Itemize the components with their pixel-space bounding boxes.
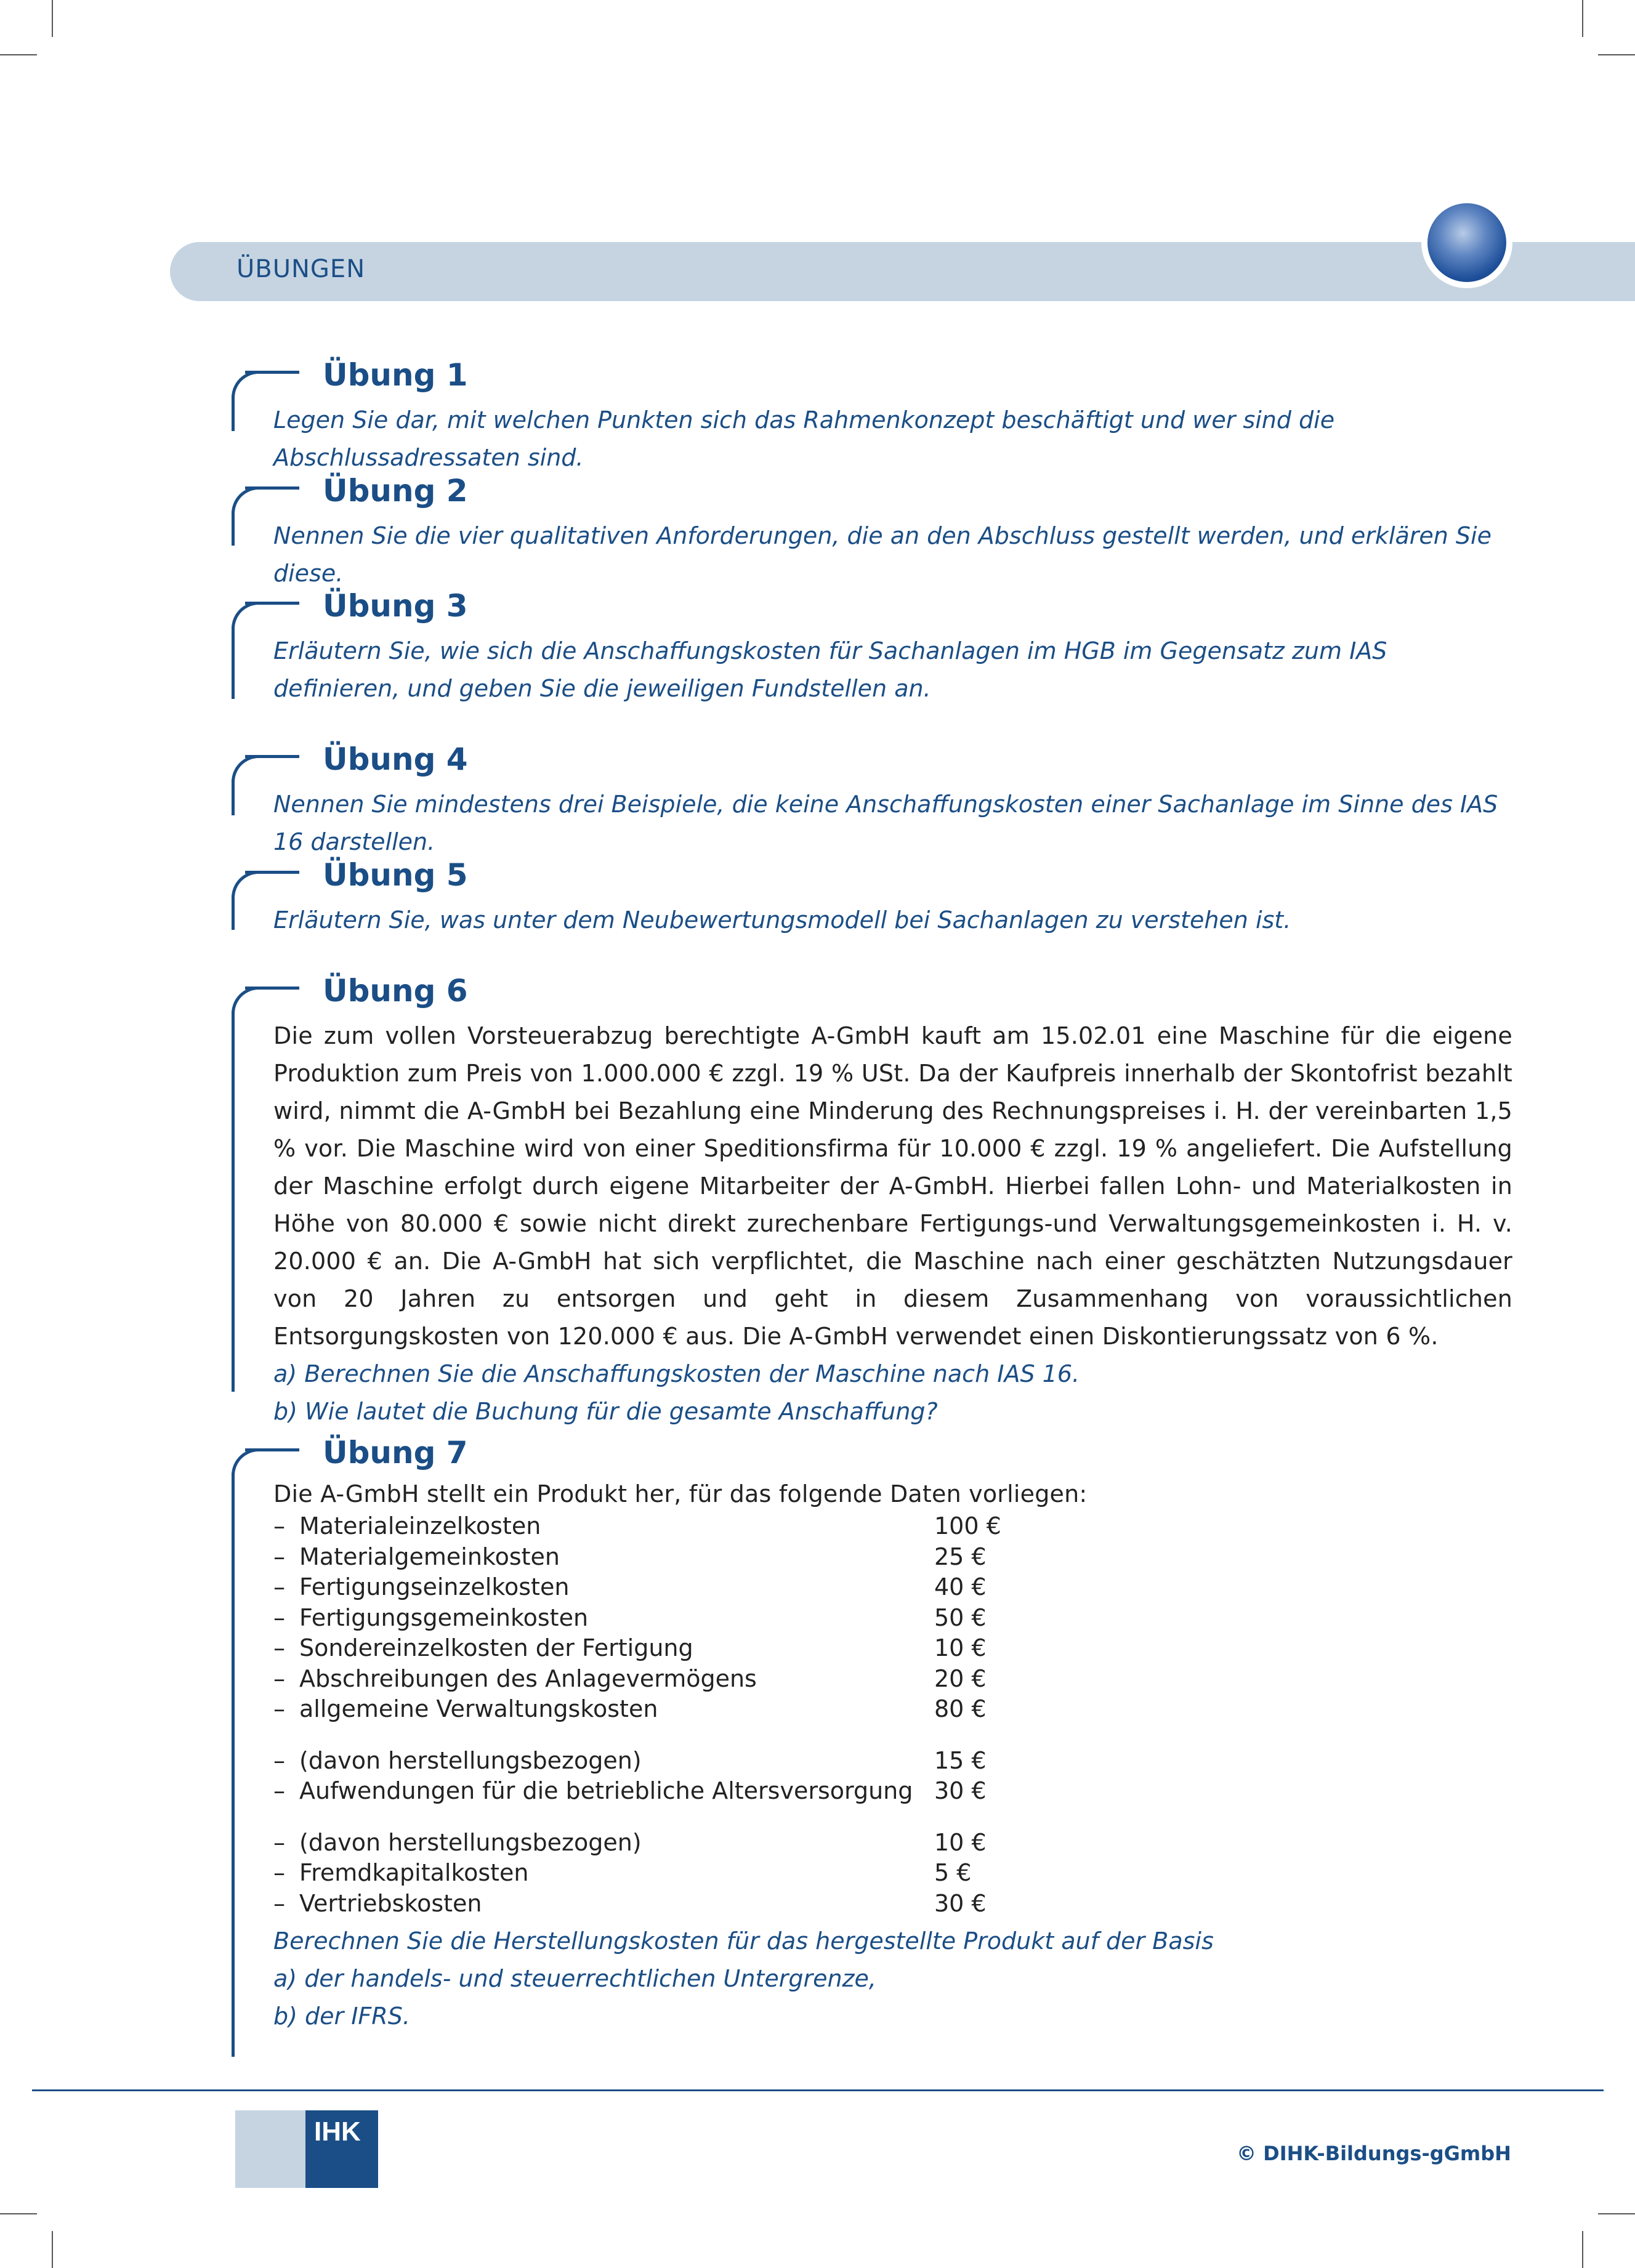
crop-mark — [52, 2231, 53, 2268]
crop-mark — [1598, 54, 1635, 55]
list-item: – Fremdkapitalkosten 5 € — [273, 1859, 972, 1886]
list-item: – Abschreibungen des Anlagevermögens 20 € — [273, 1665, 987, 1692]
exercise-title: Übung 1 — [323, 357, 468, 393]
sub-question-a: a) Berechnen Sie die Anschaffungskosten der Maschine nach IAS 16. — [273, 1360, 1080, 1387]
exercise-intro: Die A-GmbH stellt ein Produkt her, für das folgende Daten vorliegen: — [273, 1480, 1088, 1507]
exercise-title: Übung 3 — [323, 588, 468, 624]
list-item: – Fertigungsgemeinkosten 50 € — [273, 1604, 987, 1631]
list-item: – Aufwendungen für die betriebliche Altersversorgung 30 € — [273, 1777, 987, 1804]
exercise-title: Übung 5 — [323, 857, 468, 893]
exercise-2 — [232, 473, 1512, 587]
sub-question-b: b) der IFRS. — [273, 2003, 410, 2030]
sub-question-a: a) der handels- und steuerrechtlichen Untergrenze, — [273, 1965, 876, 1992]
exercise-body — [273, 1017, 1512, 1431]
decorative-ball-icon — [1421, 197, 1512, 288]
crop-mark — [1582, 0, 1583, 37]
exercise-title: Übung 2 — [323, 473, 468, 509]
list-item: – Sondereinzelkosten der Fertigung 10 € — [273, 1634, 987, 1661]
copyright-notice: © DIHK-Bildungs-gGmbH — [1237, 2142, 1511, 2165]
exercise-question: Nennen Sie mindestens drei Beispiele, die keine Anschaffungskosten einer Sachanlage im Sinne des IAS 16 darstellen. — [273, 791, 1498, 855]
exercise-7 — [232, 1435, 1512, 2057]
crop-mark — [0, 54, 37, 55]
list-item: – (davon herstellungsbezogen) 10 € — [273, 1828, 987, 1856]
list-item: – Materialeinzelkosten 100 € — [273, 1512, 1001, 1540]
list-item: – allgemeine Verwaltungskosten 80 € — [273, 1695, 987, 1722]
exercise-5 — [232, 857, 1512, 934]
exercise-question: Berechnen Sie die Herstellungskosten für das hergestellte Produkt auf der Basis — [273, 1927, 1214, 1955]
exercise-6 — [232, 973, 1512, 1425]
exercise-question: Nennen Sie die vier qualitativen Anforderungen, die an den Abschluss gestellt werden, und erklären Sie diese. — [273, 522, 1492, 587]
exercise-text: Die zum vollen Vorsteuerabzug berechtigte A-GmbH kauft am 15.02.01 eine Maschine für die eigene Produktion zum Preis von 1.000.000 € zzgl. 19 % USt. Da der Kaufpreis innerhalb der Skontofrist bezahlt wird, nimmt die A-GmbH bei Bezahlung eine Minderung des Rechnungspreises i. H. der vereinbarten 1,5 % vor. Die Maschine wird von einer Speditionsfirma für 10.000 € zzgl. 19 % angeliefert. Die Aufstellung der Maschine erfolgt durch eigene Mitarbeiter der A-GmbH. Hierbei fallen Lohn- und Materialkosten in Höhe von 80.000 € sowie nicht direkt zurechenbare Fertigungs-und Verwaltungsgemeinkosten i. H. v. 20.000 € an. Die A-GmbH hat sich verpflichtet, die Maschine nach einer geschätzten Nutzungsdauer von 20 Jahren zu entsorgen und geht in diesem Zusammenhang von voraussichtlichen Entsorgungskosten von 120.000 € aus. Die A-GmbH verwendet einen Diskontierungssatz von 6 %. — [273, 1022, 1512, 1350]
exercise-question: Legen Sie dar, mit welchen Punkten sich das Rahmenkonzept beschäftigt und wer sind die Abschlussadressaten sind. — [273, 406, 1335, 471]
exercise-title: Übung 4 — [323, 741, 468, 777]
crop-mark — [52, 0, 53, 37]
exercise-title: Übung 7 — [323, 1435, 468, 1471]
exercise-4 — [232, 741, 1512, 855]
exercise-question: Erläutern Sie, wie sich die Anschaffungskosten für Sachanlagen im HGB im Gegensatz zum IAS definieren, und geben Sie die jeweiligen Fundstellen an. — [273, 637, 1387, 702]
exercise-title: Übung 6 — [323, 973, 468, 1009]
exercise-1 — [232, 357, 1512, 471]
exercise-3 — [232, 588, 1512, 702]
list-item: – Vertriebskosten 30 € — [273, 1889, 987, 1917]
crop-mark — [1582, 2231, 1583, 2268]
crop-mark — [0, 2213, 37, 2214]
page-title: ÜBUNGEN — [236, 255, 366, 283]
footer-divider — [32, 2089, 1604, 2091]
list-item: – Materialgemeinkosten 25 € — [273, 1543, 987, 1570]
sub-question-b: b) Wie lautet die Buchung für die gesamte Anschaffung? — [273, 1398, 938, 1425]
list-item: – (davon herstellungsbezogen) 15 € — [273, 1746, 987, 1774]
list-item: – Fertigungseinzelkosten 40 € — [273, 1573, 987, 1600]
header-band — [170, 242, 1635, 301]
ihk-logo-text: IHK — [314, 2117, 361, 2147]
exercise-question: Erläutern Sie, was unter dem Neubewertungsmodell bei Sachanlagen zu verstehen ist. — [273, 906, 1291, 934]
exercise-body — [273, 1477, 1512, 2035]
crop-mark — [1598, 2213, 1635, 2214]
